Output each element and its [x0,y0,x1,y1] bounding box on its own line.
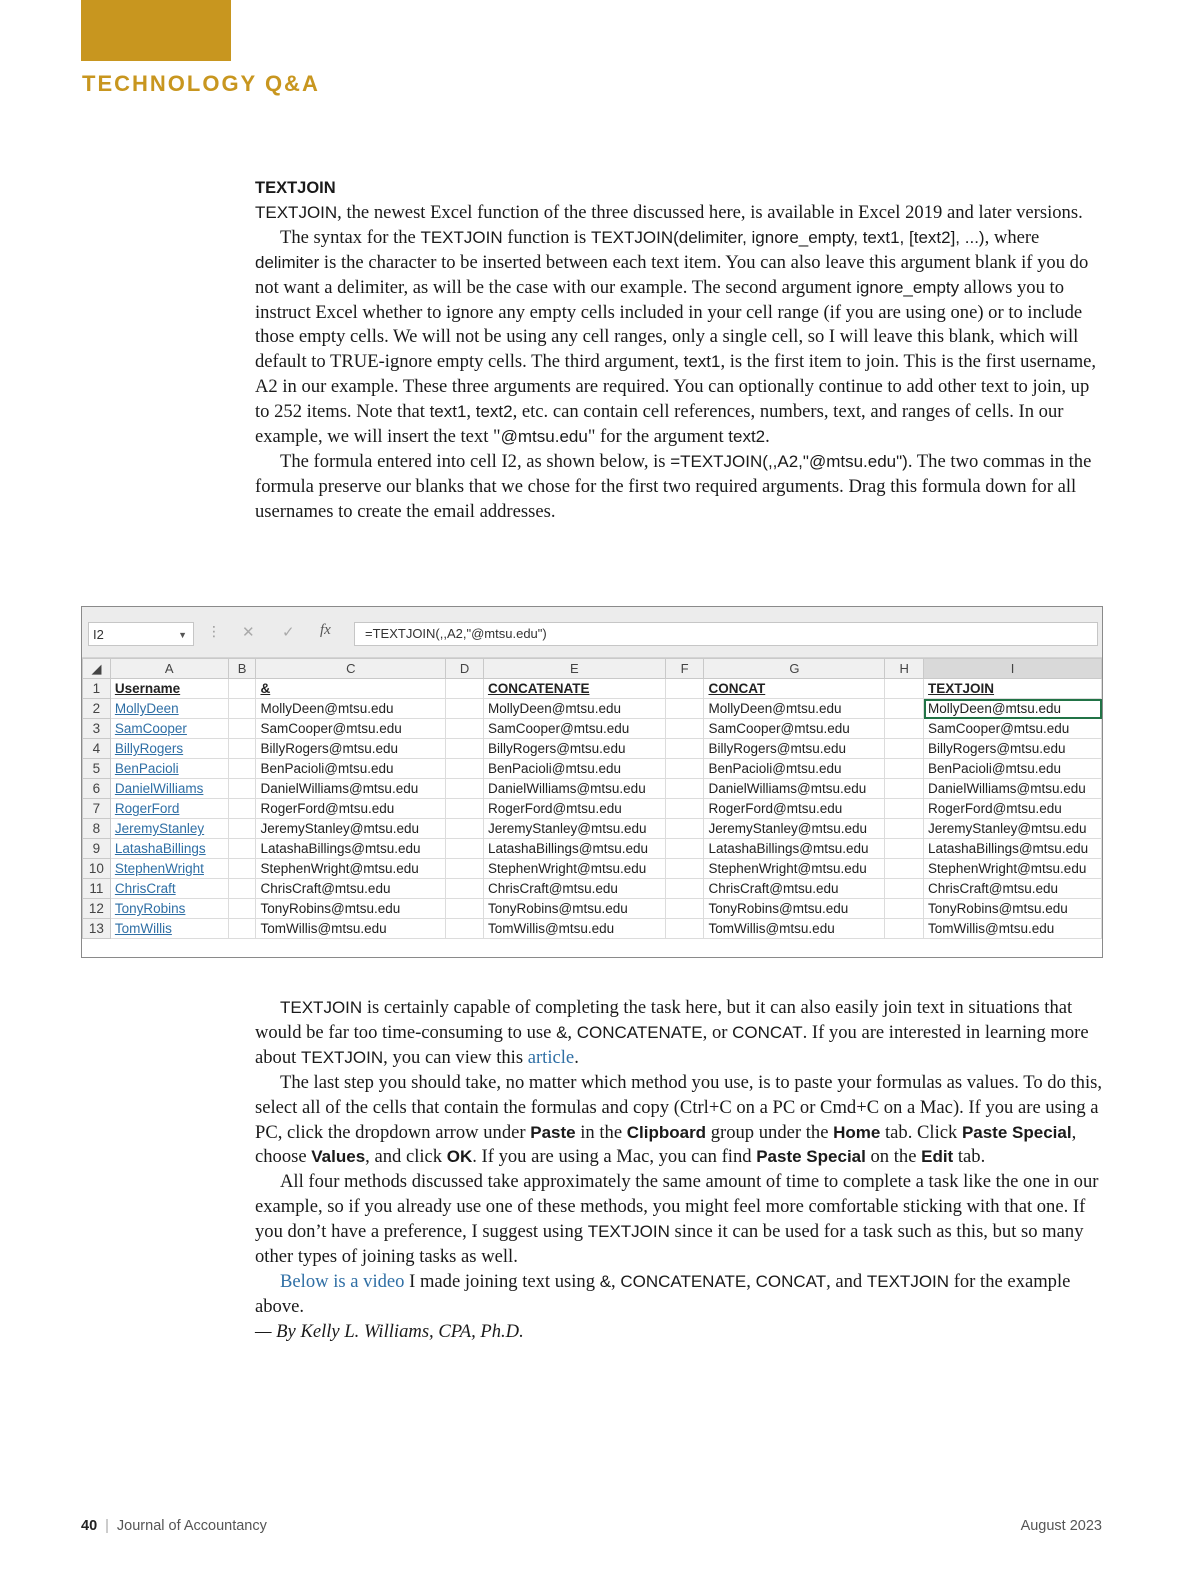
cell[interactable]: SamCooper@mtsu.edu [924,719,1102,739]
cell[interactable]: MollyDeen@mtsu.edu [924,699,1102,719]
cell[interactable]: LatashaBillings@mtsu.edu [924,839,1102,859]
text: , and click [365,1146,447,1168]
text: , where [984,226,1040,248]
row-header[interactable]: 2 [83,699,111,719]
page-footer-left [81,1518,267,1534]
cell[interactable]: JeremyStanley [110,819,228,839]
text: . [765,426,770,448]
cell[interactable] [665,679,704,699]
name-box-value: I2 [93,627,104,642]
cell[interactable]: BenPacioli@mtsu.edu [704,759,885,779]
cell[interactable] [885,859,924,879]
text: , choose [255,1121,1077,1168]
issue-date: August 2023 [1020,1518,1102,1534]
keyword: delimiter [255,252,320,272]
keyword: TEXTJOIN(delimiter, ignore_empty, text1, [text2], ...) [590,227,985,247]
cell[interactable] [665,699,704,719]
keyword: TEXTJOIN [255,202,338,222]
cell[interactable]: StephenWright@mtsu.edu [704,859,885,879]
table-row [83,839,1102,859]
cell[interactable]: MollyDeen@mtsu.edu [483,699,665,719]
text: " for the argument [587,426,729,448]
cell[interactable]: StephenWright@mtsu.edu [256,859,446,879]
cell[interactable] [446,679,484,699]
ui-term: Clipboard [626,1122,707,1142]
keyword: text2 [475,402,513,422]
select-all-corner[interactable]: ◢ [83,659,111,679]
article-link[interactable]: article [527,1046,575,1068]
cell[interactable]: ChrisCraft [110,879,228,899]
ui-term: OK [446,1147,473,1167]
row-header[interactable]: 13 [83,919,111,939]
cell[interactable] [885,879,924,899]
cell[interactable]: BenPacioli [110,759,228,779]
text: The formula entered into cell I2, as shown below, is [280,450,671,472]
text: , the newest Excel function of the three discussed here, is available in Excel 2019 and later versions. [337,201,1083,223]
column-header-d[interactable]: D [446,659,484,679]
table-row [83,719,1102,739]
page-number: 40 [81,1518,98,1534]
cell[interactable] [665,719,704,739]
cell[interactable]: LatashaBillings@mtsu.edu [483,839,665,859]
text: tab. Click [880,1121,962,1143]
text: . If you are interested in learning more about [255,1021,1089,1068]
cell[interactable] [446,859,484,879]
keyword: CONCAT [755,1271,827,1291]
text: . [574,1046,579,1068]
cell[interactable]: RogerFord@mtsu.edu [256,799,446,819]
cell[interactable]: RogerFord@mtsu.edu [483,799,665,819]
text: allows you to instruct Excel whether to ignore any empty cells included in your cell range (if you are using one) or to include those empty cells. We will not be using any cell ranges, only a single cell, so I will leave this blank, which will default to TRUE-ignore empty cells. The third argument, [255,276,1083,373]
cell[interactable] [885,899,924,919]
paragraph-5 [255,1071,1105,1171]
text: since it can be used for a task such as this, but so many other types of joining tasks as well. [255,1221,1084,1268]
row-header[interactable]: 8 [83,819,111,839]
cell[interactable]: BenPacioli@mtsu.edu [256,759,446,779]
row-header[interactable]: 11 [83,879,111,899]
cell[interactable] [665,839,704,859]
cell[interactable]: TonyRobins@mtsu.edu [704,899,885,919]
cell[interactable] [446,819,484,839]
grid-body [83,679,1102,939]
cell[interactable] [228,779,256,799]
table-row [83,859,1102,879]
keyword: TEXTJOIN [587,1222,670,1242]
text: on the [865,1146,922,1168]
cell[interactable] [228,799,256,819]
text: , etc. can contain cell references, numbers, text, and ranges of cells. In our example, we will insert the text " [255,401,1064,448]
cell[interactable]: BillyRogers@mtsu.edu [704,739,885,759]
ui-term: Home [833,1122,881,1142]
keyword: TEXTJOIN [300,1047,384,1067]
cell[interactable]: TonyRobins@mtsu.edu [256,899,446,919]
cell[interactable]: DanielWilliams@mtsu.edu [704,779,885,799]
row-header[interactable]: 1 [83,679,111,699]
cell[interactable] [885,779,924,799]
cancel-icon[interactable]: ✕ [242,624,255,641]
ui-term: Values [311,1147,366,1167]
keyword: =TEXTJOIN(,,A2,"@mtsu.edu") [670,451,908,471]
text: tab. [953,1146,986,1168]
cell[interactable]: SamCooper@mtsu.edu [483,719,665,739]
cell[interactable]: & [256,679,446,699]
row-header[interactable]: 7 [83,799,111,819]
keyword: @mtsu.edu [500,427,588,447]
column-header-h[interactable]: H [885,659,924,679]
column-header-g[interactable]: G [704,659,885,679]
row-header[interactable]: 6 [83,779,111,799]
formula-bar [82,607,1102,658]
cell[interactable]: TonyRobins [110,899,228,919]
text: function is [502,226,591,248]
cell[interactable] [885,759,924,779]
column-header-f[interactable]: F [665,659,704,679]
keyword: & [599,1271,612,1291]
cell-grid [82,658,1102,939]
cell[interactable]: RogerFord [110,799,228,819]
cell[interactable]: TonyRobins@mtsu.edu [483,899,665,919]
table-row [83,899,1102,919]
table-row [83,819,1102,839]
cell[interactable] [665,759,704,779]
cell[interactable]: TomWillis@mtsu.edu [256,919,446,939]
spreadsheet-figure [81,606,1103,958]
text: is certainly capable of completing the task here, but it can also easily join text in situations that would be far too time-consuming to use [255,997,1073,1043]
cell[interactable] [228,739,256,759]
cell[interactable] [446,779,484,799]
cell[interactable] [446,699,484,719]
cell[interactable]: MollyDeen@mtsu.edu [704,699,885,719]
cell[interactable] [665,779,704,799]
keyword: & [556,1022,568,1042]
article-body-top [255,176,1105,525]
header-accent-bar [81,0,231,61]
cell[interactable]: BenPacioli@mtsu.edu [924,759,1102,779]
enter-icon[interactable]: ✓ [282,624,295,641]
cell[interactable]: SamCooper@mtsu.edu [256,719,446,739]
cell[interactable] [446,759,484,779]
footer-divider: | [105,1518,109,1534]
cell[interactable] [665,919,704,939]
cell[interactable] [446,839,484,859]
cell[interactable]: RogerFord@mtsu.edu [924,799,1102,819]
cell[interactable] [446,799,484,819]
cell[interactable] [228,839,256,859]
cell[interactable] [228,719,256,739]
keyword: text1 [683,352,721,372]
row-header[interactable]: 12 [83,899,111,919]
table-row [83,779,1102,799]
cell[interactable] [665,879,704,899]
cell[interactable] [885,919,924,939]
cell[interactable] [885,739,924,759]
article-heading: TEXTJOIN [255,179,336,197]
column-header-b[interactable]: B [228,659,256,679]
cell[interactable]: TomWillis [110,919,228,939]
column-header-a[interactable]: A [110,659,228,679]
cell[interactable]: JeremyStanley@mtsu.edu [704,819,885,839]
text: , [611,1270,621,1292]
cell[interactable]: RogerFord@mtsu.edu [704,799,885,819]
text: is the character to be inserted between each text item. You can also leave this argument blank if you do not want a delimiter, as will be the case with our example. The second argument [255,251,1089,298]
text: , [567,1021,577,1043]
table-row [83,679,1102,699]
cell[interactable]: LatashaBillings [110,839,228,859]
text: in the [575,1121,627,1143]
cell[interactable] [228,859,256,879]
cell[interactable] [885,719,924,739]
text: , you can view this [383,1046,528,1068]
text: The last step you should take, no matter which method you use, is to paste your formulas as values. To do this, select all of the cells that contain the formulas and copy (Ctrl+C on a PC or Cmd+C on a Mac). If you are using a PC, click the dropdown arrow under [255,1071,1103,1143]
paragraph-4 [255,996,1105,1071]
text: . The two commas in the formula preserve our blanks that we chose for the first two required arguments. Drag this formula down for all usernames to create the email addresses. [255,450,1092,522]
paragraph-1 [255,201,1105,226]
keyword: TEXTJOIN [280,998,363,1017]
row-header[interactable]: 10 [83,859,111,879]
cell[interactable]: DanielWilliams@mtsu.edu [924,779,1102,799]
cell[interactable] [228,699,256,719]
cell[interactable]: TomWillis@mtsu.edu [924,919,1102,939]
chevron-down-icon[interactable]: ▼ [178,630,187,640]
cell[interactable] [665,739,704,759]
cell[interactable]: ChrisCraft@mtsu.edu [483,879,665,899]
cell[interactable] [665,899,704,919]
cell[interactable]: BillyRogers [110,739,228,759]
cell[interactable]: JeremyStanley@mtsu.edu [256,819,446,839]
table-row [83,919,1102,939]
cell[interactable]: DanielWilliams [110,779,228,799]
keyword: text2 [728,427,766,447]
publication-name: Journal of Accountancy [116,1518,267,1534]
keyword: ignore_empty [856,277,960,297]
table-row [83,799,1102,819]
keyword: CONCATENATE [576,1022,703,1042]
paragraph-3 [255,450,1105,525]
cell[interactable]: StephenWright@mtsu.edu [483,859,665,879]
paragraph-6 [255,1170,1105,1270]
cell[interactable] [665,819,704,839]
keyword: CONCAT [732,1022,803,1042]
cell[interactable] [885,679,924,699]
cell[interactable] [228,899,256,919]
text: All four methods discussed take approximately the same amount of time to complete a task like the one in our example, so if you already use one of these methods, you might feel more comfortable sticking with that one. If you don’t have a preference, I suggest using [255,1171,1099,1243]
cell[interactable] [228,919,256,939]
ui-term: Paste [530,1122,576,1142]
cell[interactable]: ChrisCraft@mtsu.edu [256,879,446,899]
text: , [466,401,476,423]
text: , is the first item to join. This is the first username, A2 in our example. These three arguments are required. You can optionally continue to add other text to join, up to 252 items. Note that [255,351,1097,423]
cell[interactable]: CONCAT [704,679,885,699]
cell[interactable]: BillyRogers@mtsu.edu [924,739,1102,759]
cell[interactable]: JeremyStanley@mtsu.edu [483,819,665,839]
cell[interactable] [446,879,484,899]
article-body-bottom [255,996,1105,1345]
cell[interactable]: StephenWright [110,859,228,879]
cell[interactable]: BillyRogers@mtsu.edu [256,739,446,759]
cell[interactable] [446,919,484,939]
cell[interactable]: BenPacioli@mtsu.edu [483,759,665,779]
formula-input[interactable]: =TEXTJOIN(,,A2,"@mtsu.edu") [354,622,1098,646]
row-header[interactable]: 4 [83,739,111,759]
cell[interactable]: BillyRogers@mtsu.edu [483,739,665,759]
text: The syntax for the [280,226,421,248]
table-row [83,699,1102,719]
cell[interactable]: SamCooper [110,719,228,739]
section-label: TECHNOLOGY Q&A [82,71,320,96]
cell[interactable] [228,759,256,779]
cell[interactable]: TEXTJOIN [924,679,1102,699]
text: , and [826,1270,867,1292]
text: , or [702,1021,733,1043]
cell[interactable]: TomWillis@mtsu.edu [704,919,885,939]
cell[interactable] [885,699,924,719]
insert-function-icon[interactable]: fx [320,622,331,638]
keyword: TEXTJOIN [420,227,503,247]
cell[interactable] [446,719,484,739]
byline: — By Kelly L. Williams, CPA, Ph.D. [255,1320,524,1342]
table-row [83,739,1102,759]
ui-term: Edit [921,1147,954,1167]
table-row [83,759,1102,779]
more-options-icon[interactable]: ⋮ [207,623,221,639]
cell[interactable]: CONCATENATE [483,679,665,699]
cell[interactable] [228,679,256,699]
ui-term: Paste Special [961,1122,1072,1142]
cell[interactable]: DanielWilliams@mtsu.edu [256,779,446,799]
keyword: CONCATENATE [620,1271,747,1291]
column-header-e[interactable]: E [483,659,665,679]
column-header-c[interactable]: C [256,659,446,679]
cell[interactable]: LatashaBillings@mtsu.edu [704,839,885,859]
paragraph-7 [255,1270,1105,1320]
text: . If you are using a Mac, you can find [472,1146,757,1168]
column-header-i[interactable]: I [924,659,1102,679]
cell[interactable]: TomWillis@mtsu.edu [483,919,665,939]
text: I made joining text using [404,1270,600,1292]
cell[interactable]: Username [110,679,228,699]
row-header[interactable]: 5 [83,759,111,779]
cell[interactable]: MollyDeen@mtsu.edu [256,699,446,719]
cell[interactable] [228,819,256,839]
text: for the example above. [255,1270,1071,1317]
cell[interactable] [228,879,256,899]
cell[interactable]: JeremyStanley@mtsu.edu [924,819,1102,839]
ui-term: Paste Special [756,1147,866,1167]
cell[interactable]: ChrisCraft@mtsu.edu [704,879,885,899]
cell[interactable] [665,859,704,879]
keyword: text1 [429,402,467,422]
cell[interactable] [446,899,484,919]
cell[interactable] [885,819,924,839]
cell[interactable]: MollyDeen [110,699,228,719]
cell[interactable]: SamCooper@mtsu.edu [704,719,885,739]
text: group under the [706,1121,834,1143]
cell[interactable] [885,839,924,859]
row-header[interactable]: 3 [83,719,111,739]
paragraph-2 [255,226,1105,450]
cell[interactable]: LatashaBillings@mtsu.edu [256,839,446,859]
cell[interactable] [665,799,704,819]
cell[interactable]: StephenWright@mtsu.edu [924,859,1102,879]
row-header[interactable]: 9 [83,839,111,859]
table-row [83,879,1102,899]
name-box[interactable] [88,622,194,646]
video-link[interactable]: Below is a video [280,1270,405,1292]
cell[interactable]: TonyRobins@mtsu.edu [924,899,1102,919]
cell[interactable] [446,739,484,759]
cell[interactable]: DanielWilliams@mtsu.edu [483,779,665,799]
text: , [746,1270,756,1292]
cell[interactable]: ChrisCraft@mtsu.edu [924,879,1102,899]
cell[interactable] [885,799,924,819]
keyword: TEXTJOIN [866,1271,950,1291]
